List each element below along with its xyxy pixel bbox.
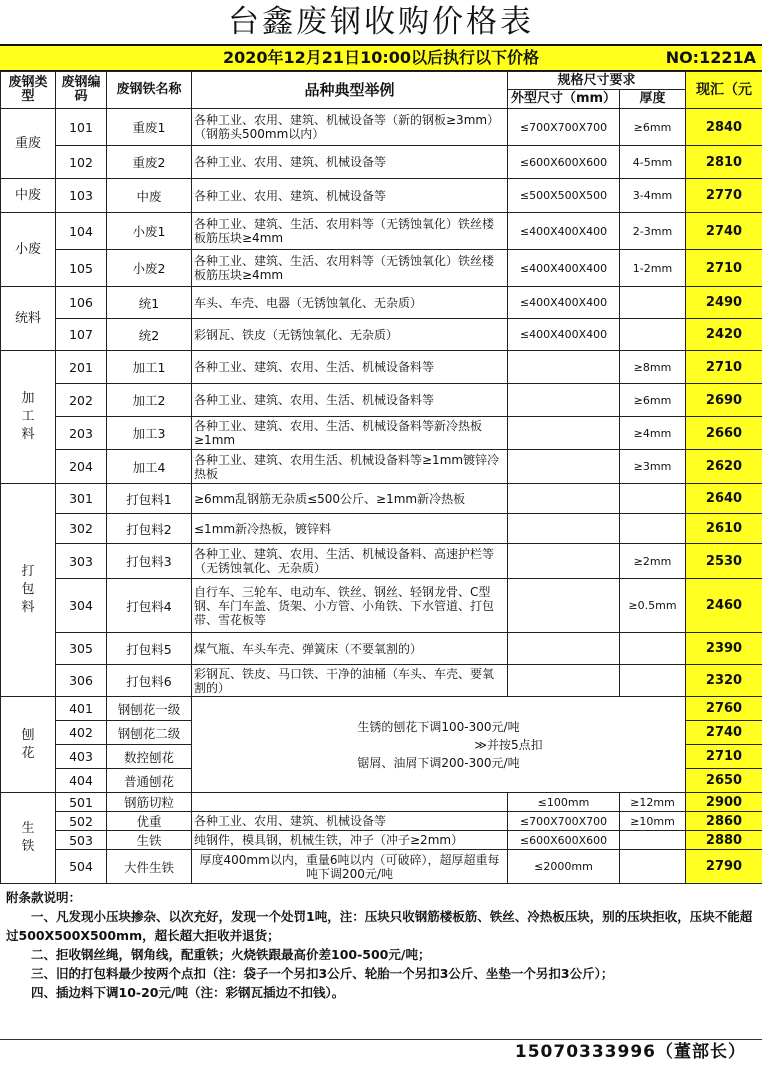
effective-bar bbox=[0, 44, 762, 71]
price: 2810 bbox=[686, 146, 762, 179]
table-row bbox=[1, 109, 762, 146]
examples: 厚度400mm以内，重量6吨以内（可破碎），超厚超重每吨下调200元/吨 bbox=[192, 850, 508, 884]
thickness bbox=[620, 831, 686, 850]
note-2: 二、拒收钢丝绳，钢角线，配重铁；火烧铁跟最高价差100-500元/吨； bbox=[31, 947, 431, 962]
price: 2710 bbox=[686, 351, 762, 384]
name: 小废2 bbox=[107, 250, 192, 287]
outer-size: ≤400X400X400 bbox=[508, 319, 620, 351]
code: 101 bbox=[56, 109, 107, 146]
thickness: ≥2mm bbox=[620, 544, 686, 579]
code: 504 bbox=[56, 850, 107, 884]
price: 2710 bbox=[686, 250, 762, 287]
name: 生铁 bbox=[107, 831, 192, 850]
name: 小废1 bbox=[107, 213, 192, 250]
note-1: 一、凡发现小压块掺杂、以次充好，发现一个处罚1吨，注：压块只收钢筋楼板筋、铁丝、冷热板压块，别的压块拒收，压块不能超过500X500X500mm，超长超大拒收并退货； bbox=[6, 909, 753, 943]
outer-size: ≤700X700X700 bbox=[508, 109, 620, 146]
outer-size: ≤2000mm bbox=[508, 850, 620, 884]
examples: 各种工业、农用、建筑、机械设备等（新的钢板≥3mm）（钢筋头500mm以内） bbox=[192, 109, 508, 146]
page-title: 台鑫废钢收购价格表 bbox=[228, 4, 534, 40]
code: 404 bbox=[56, 769, 107, 793]
name: 加工2 bbox=[107, 384, 192, 417]
examples: 车头、车壳、电器（无锈蚀氧化、无杂质） bbox=[192, 287, 508, 319]
thickness: ≥8mm bbox=[620, 351, 686, 384]
outer-size: ≤600X600X600 bbox=[508, 831, 620, 850]
document-number: NO:1221A bbox=[665, 48, 756, 67]
code: 503 bbox=[56, 831, 107, 850]
price: 2740 bbox=[686, 213, 762, 250]
examples: 各种工业、农用、建筑、机械设备等 bbox=[192, 812, 508, 831]
col-thickness: 厚度 bbox=[620, 90, 686, 109]
examples: 各种工业、建筑、农用、生活、机械设备料等 bbox=[192, 384, 508, 417]
thickness: 1-2mm bbox=[620, 250, 686, 287]
code: 306 bbox=[56, 665, 107, 697]
category-processing: 加工料 bbox=[1, 351, 56, 484]
table-row bbox=[1, 179, 762, 213]
name: 钢刨花二级 bbox=[107, 721, 192, 745]
notes-title: 附条款说明： bbox=[6, 890, 82, 905]
name: 大件生铁 bbox=[107, 850, 192, 884]
table-row bbox=[1, 793, 762, 812]
price: 2760 bbox=[686, 697, 762, 721]
examples: 各种工业、建筑、农用、生活、机械设备料等 bbox=[192, 351, 508, 384]
outer-size bbox=[508, 579, 620, 633]
examples bbox=[192, 793, 508, 812]
col-price: 现汇（元 bbox=[686, 72, 762, 109]
col-name: 废钢铁名称 bbox=[107, 72, 192, 109]
table-row bbox=[1, 351, 762, 384]
name: 打包料3 bbox=[107, 544, 192, 579]
thickness: ≥3mm bbox=[620, 450, 686, 484]
category-baling: 打包料 bbox=[1, 484, 56, 697]
price: 2840 bbox=[686, 109, 762, 146]
name: 打包料1 bbox=[107, 484, 192, 514]
effective-date: 2020年12月21日10:00以后执行以下价格 bbox=[223, 48, 539, 67]
table-row bbox=[1, 665, 762, 697]
outer-size: ≤400X400X400 bbox=[508, 213, 620, 250]
col-code: 废钢编码 bbox=[56, 72, 107, 109]
examples: 各种工业、农用、建筑、机械设备等 bbox=[192, 179, 508, 213]
code: 401 bbox=[56, 697, 107, 721]
table-row bbox=[1, 831, 762, 850]
code: 502 bbox=[56, 812, 107, 831]
outer-size bbox=[508, 450, 620, 484]
table-row bbox=[1, 213, 762, 250]
code: 203 bbox=[56, 417, 107, 450]
thickness bbox=[620, 319, 686, 351]
price: 2690 bbox=[686, 384, 762, 417]
examples: 各种工业、建筑、生活、农用料等（无锈蚀氧化）铁丝楼板筋压块≥4mm bbox=[192, 213, 508, 250]
table-row bbox=[1, 514, 762, 544]
price: 2880 bbox=[686, 831, 762, 850]
outer-size: ≤400X400X400 bbox=[508, 287, 620, 319]
name: 中废 bbox=[107, 179, 192, 213]
thickness bbox=[620, 514, 686, 544]
shavings-note bbox=[192, 697, 686, 793]
examples: 纯钢件，模具钢，机械生铁，冲子（冲子≥2mm） bbox=[192, 831, 508, 850]
shavings-note-line1: 生锈的刨花下调100-300元/吨 bbox=[357, 719, 520, 734]
price: 2740 bbox=[686, 721, 762, 745]
code: 107 bbox=[56, 319, 107, 351]
thickness bbox=[620, 665, 686, 697]
price: 2860 bbox=[686, 812, 762, 831]
category-small: 小废 bbox=[1, 213, 56, 287]
name: 重废2 bbox=[107, 146, 192, 179]
code: 304 bbox=[56, 579, 107, 633]
thickness bbox=[620, 850, 686, 884]
table-row bbox=[1, 146, 762, 179]
category-shavings: 刨花 bbox=[1, 697, 56, 793]
price: 2660 bbox=[686, 417, 762, 450]
name: 钢刨花一级 bbox=[107, 697, 192, 721]
examples: 各种工业、农用、建筑、机械设备等 bbox=[192, 146, 508, 179]
col-examples: 品种典型举例 bbox=[192, 72, 508, 109]
price: 2710 bbox=[686, 745, 762, 769]
examples: 煤气瓶、车头车壳、弹簧床（不要氧割的） bbox=[192, 633, 508, 665]
table-row bbox=[1, 417, 762, 450]
contact-phone: 15070333996（董部长） bbox=[514, 1042, 746, 1062]
code: 402 bbox=[56, 721, 107, 745]
thickness: ≥4mm bbox=[620, 417, 686, 450]
name: 打包料4 bbox=[107, 579, 192, 633]
table-row bbox=[1, 384, 762, 417]
outer-size bbox=[508, 544, 620, 579]
code: 104 bbox=[56, 213, 107, 250]
code: 202 bbox=[56, 384, 107, 417]
name: 优重 bbox=[107, 812, 192, 831]
examples: ≥6mm乱钢筋无杂质≤500公斤、≥1mm新冷热板 bbox=[192, 484, 508, 514]
code: 103 bbox=[56, 179, 107, 213]
price: 2420 bbox=[686, 319, 762, 351]
thickness bbox=[620, 484, 686, 514]
code: 102 bbox=[56, 146, 107, 179]
code: 106 bbox=[56, 287, 107, 319]
price: 2320 bbox=[686, 665, 762, 697]
name: 普通刨花 bbox=[107, 769, 192, 793]
code: 302 bbox=[56, 514, 107, 544]
examples: 各种工业、建筑、农用、生活、机械设备料、高速护栏等（无锈蚀氧化、无杂质） bbox=[192, 544, 508, 579]
outer-size bbox=[508, 417, 620, 450]
outer-size: ≤700X700X700 bbox=[508, 812, 620, 831]
code: 105 bbox=[56, 250, 107, 287]
outer-size bbox=[508, 484, 620, 514]
table-row bbox=[1, 850, 762, 884]
thickness: 3-4mm bbox=[620, 179, 686, 213]
price: 2770 bbox=[686, 179, 762, 213]
table-row bbox=[1, 450, 762, 484]
thickness: ≥6mm bbox=[620, 109, 686, 146]
outer-size: ≤400X400X400 bbox=[508, 250, 620, 287]
table-row bbox=[1, 812, 762, 831]
name: 钢筋切粒 bbox=[107, 793, 192, 812]
code: 303 bbox=[56, 544, 107, 579]
name: 加工4 bbox=[107, 450, 192, 484]
price: 2900 bbox=[686, 793, 762, 812]
outer-size bbox=[508, 384, 620, 417]
outer-size bbox=[508, 351, 620, 384]
thickness: 4-5mm bbox=[620, 146, 686, 179]
price: 2490 bbox=[686, 287, 762, 319]
outer-size bbox=[508, 633, 620, 665]
thickness: 2-3mm bbox=[620, 213, 686, 250]
name: 统2 bbox=[107, 319, 192, 351]
category-pig-iron: 生铁 bbox=[1, 793, 56, 884]
col-spec: 规格尺寸要求 bbox=[508, 72, 686, 90]
category-heavy: 重废 bbox=[1, 109, 56, 179]
table-row bbox=[1, 633, 762, 665]
name: 数控刨花 bbox=[107, 745, 192, 769]
outer-size bbox=[508, 665, 620, 697]
examples: ≤1mm新冷热板，镀锌料 bbox=[192, 514, 508, 544]
table-row bbox=[1, 544, 762, 579]
code: 201 bbox=[56, 351, 107, 384]
table-row bbox=[1, 287, 762, 319]
thickness: ≥0.5mm bbox=[620, 579, 686, 633]
code: 301 bbox=[56, 484, 107, 514]
examples: 各种工业、建筑、农用、生活、机械设备料等新冷热板≥1mm bbox=[192, 417, 508, 450]
table-row bbox=[1, 579, 762, 633]
price: 2650 bbox=[686, 769, 762, 793]
examples: 彩钢瓦、铁皮（无锈蚀氧化、无杂质） bbox=[192, 319, 508, 351]
category-medium: 中废 bbox=[1, 179, 56, 213]
table-row bbox=[1, 319, 762, 351]
col-type: 废钢类型 bbox=[1, 72, 56, 109]
outer-size: ≤500X500X500 bbox=[508, 179, 620, 213]
shavings-note-line2: ≫并按5点扣 bbox=[474, 737, 543, 752]
outer-size bbox=[508, 514, 620, 544]
price: 2460 bbox=[686, 579, 762, 633]
name: 加工1 bbox=[107, 351, 192, 384]
thickness bbox=[620, 633, 686, 665]
name: 加工3 bbox=[107, 417, 192, 450]
thickness: ≥12mm bbox=[620, 793, 686, 812]
examples: 自行车、三轮车、电动车、铁丝、钢丝、轻钢龙骨、C型钢、车门车盖、货架、小方管、小角铁、下水管道、打包带、雪花板等 bbox=[192, 579, 508, 633]
table-row bbox=[1, 484, 762, 514]
thickness: ≥10mm bbox=[620, 812, 686, 831]
code: 204 bbox=[56, 450, 107, 484]
col-outer-size: 外型尺寸（mm） bbox=[508, 90, 620, 109]
outer-size: ≤100mm bbox=[508, 793, 620, 812]
thickness: ≥6mm bbox=[620, 384, 686, 417]
code: 305 bbox=[56, 633, 107, 665]
price: 2620 bbox=[686, 450, 762, 484]
name: 打包料2 bbox=[107, 514, 192, 544]
price: 2530 bbox=[686, 544, 762, 579]
notes-section bbox=[0, 884, 762, 1002]
examples: 各种工业、建筑、生活、农用料等（无锈蚀氧化）铁丝楼板筋压块≥4mm bbox=[192, 250, 508, 287]
table-row bbox=[1, 697, 762, 721]
price: 2640 bbox=[686, 484, 762, 514]
name: 统1 bbox=[107, 287, 192, 319]
note-3: 三、旧的打包料最少按两个点扣（注：袋子一个另扣3公斤、轮胎一个另扣3公斤、坐垫一个另扣3公斤）； bbox=[31, 966, 614, 981]
price-table bbox=[0, 71, 762, 884]
name: 打包料5 bbox=[107, 633, 192, 665]
price: 2610 bbox=[686, 514, 762, 544]
table-row bbox=[1, 250, 762, 287]
code: 403 bbox=[56, 745, 107, 769]
shavings-note-line3: 锯屑、油屑下调200-300元/吨 bbox=[357, 755, 520, 770]
header-row bbox=[1, 72, 762, 90]
note-4: 四、插边料下调10-20元/吨（注：彩钢瓦插边不扣钱）。 bbox=[31, 985, 345, 1000]
price: 2790 bbox=[686, 850, 762, 884]
code: 501 bbox=[56, 793, 107, 812]
examples: 彩钢瓦、铁皮、马口铁、干净的油桶（车头、车壳、要氧割的） bbox=[192, 665, 508, 697]
name: 重废1 bbox=[107, 109, 192, 146]
price: 2390 bbox=[686, 633, 762, 665]
name: 打包料6 bbox=[107, 665, 192, 697]
outer-size: ≤600X600X600 bbox=[508, 146, 620, 179]
examples: 各种工业、建筑、农用生活、机械设备料等≥1mm镀锌冷热板 bbox=[192, 450, 508, 484]
thickness bbox=[620, 287, 686, 319]
category-mixed: 统料 bbox=[1, 287, 56, 351]
